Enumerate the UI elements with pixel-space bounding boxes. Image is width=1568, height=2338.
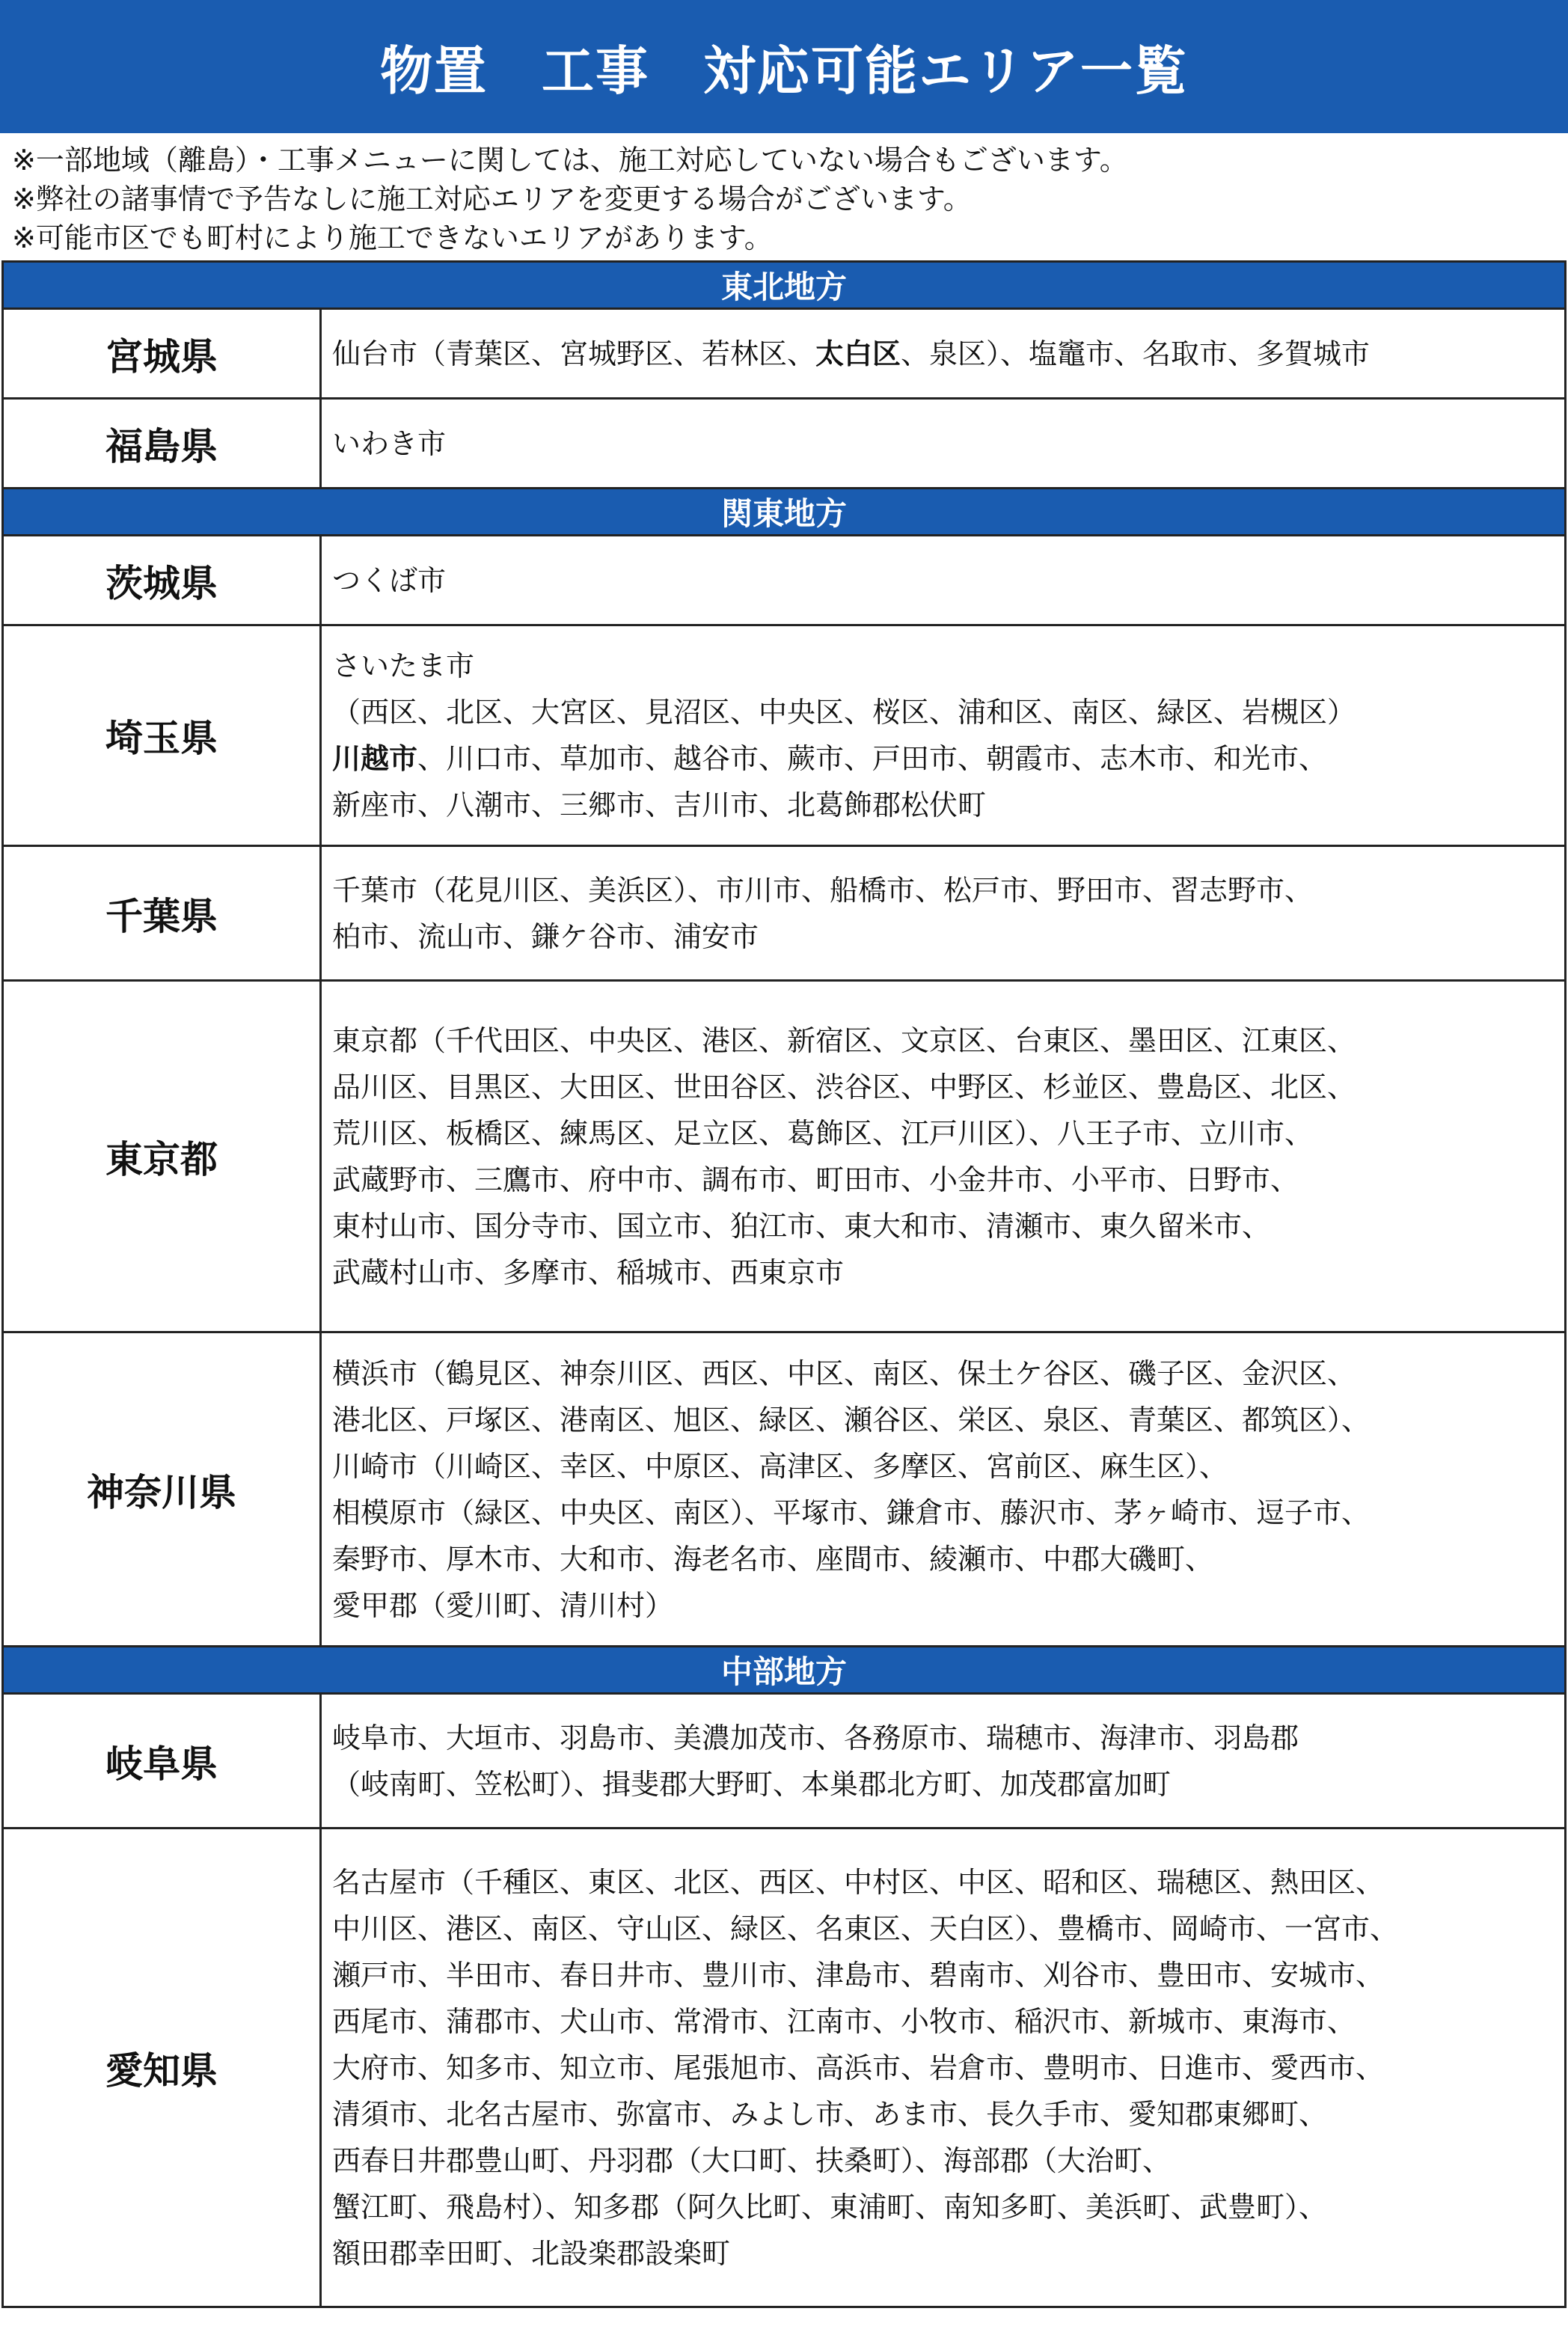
- city-line: 岐阜市、大垣市、羽島市、美濃加茂市、各務原市、瑞穂市、海津市、羽島郡: [332, 1721, 1299, 1754]
- city-text-bold: 川越市: [332, 742, 418, 775]
- prefecture-name: 福島県: [3, 399, 321, 489]
- city-line: 荒川区、板橋区、練馬区、足立区、葛飾区、江戸川区）、八王子市、立川市、: [332, 1116, 1314, 1150]
- city-line: 蟹江町、飛島村）、知多郡（阿久比町、東浦町、南知多町、美浜町、武豊町）、: [332, 2190, 1328, 2224]
- table-row: [3, 399, 1566, 489]
- table-row: [3, 1829, 1566, 2307]
- region-header-chubu: [3, 1647, 1566, 1694]
- city-line: 瀬戸市、半田市、春日井市、豊川市、津島市、碧南市、刈谷市、豊田市、安城市、: [332, 1958, 1385, 1992]
- city-line: 東京都（千代田区、中央区、港区、新宿区、文京区、台東区、墨田区、江東区、: [332, 1023, 1356, 1057]
- prefecture-name: 岐阜県: [3, 1694, 321, 1829]
- city-line: 川崎市（川崎区、幸区、中原区、高津区、多摩区、宮前区、麻生区）、: [332, 1449, 1228, 1483]
- city-line: 清須市、北名古屋市、弥富市、みよし市、あま市、長久手市、愛知郡東郷町、: [332, 2097, 1328, 2131]
- city-line: つくば市: [332, 563, 447, 597]
- city-line: 額田郡幸田町、北設楽郡設楽町: [332, 2236, 731, 2270]
- city-list: [321, 309, 1566, 399]
- city-line: 西春日井郡豊山町、丹羽郡（大口町、扶桑町）、海部郡（大治町、: [332, 2143, 1172, 2177]
- city-line: いわき市: [332, 426, 447, 460]
- city-line: 東村山市、国分寺市、国立市、狛江市、東大和市、清瀬市、東久留米市、: [332, 1209, 1271, 1243]
- region-name: 中部地方: [3, 1647, 1566, 1694]
- city-list: [321, 1694, 1566, 1829]
- city-line: 品川区、目黒区、大田区、世田谷区、渋谷区、中野区、杉並区、豊島区、北区、: [332, 1070, 1356, 1104]
- prefecture-name: 神奈川県: [3, 1332, 321, 1647]
- prefecture-name: 東京都: [3, 981, 321, 1332]
- table-row: [3, 1332, 1566, 1647]
- city-list: [321, 399, 1566, 489]
- city-line: 名古屋市（千種区、東区、北区、西区、中村区、中区、昭和区、瑞穂区、熱田区、: [332, 1865, 1385, 1899]
- city-line: 相模原市（緑区、中央区、南区）、平塚市、鎌倉市、藤沢市、茅ヶ崎市、逗子市、: [332, 1496, 1371, 1529]
- city-text: 、泉区）、塩竈市、名取市、多賀城市: [901, 337, 1371, 370]
- prefecture-name: 宮城県: [3, 309, 321, 399]
- table-row: [3, 981, 1566, 1332]
- note-1: ※一部地域（離島）・工事メニューに関しては、施工対応していない場合もございます。: [12, 144, 1128, 177]
- city-line: 西尾市、蒲郡市、犬山市、常滑市、江南市、小牧市、稲沢市、新城市、東海市、: [332, 2004, 1356, 2038]
- city-line: 愛甲郡（愛川町、清川村）: [332, 1588, 674, 1622]
- prefecture-name: 埼玉県: [3, 625, 321, 846]
- city-list: [321, 536, 1566, 625]
- region-header-kanto: [3, 489, 1566, 536]
- table-row: [3, 625, 1566, 846]
- note-3: ※可能市区でも町村により施工できないエリアがあります。: [12, 221, 773, 254]
- city-list: [321, 1829, 1566, 2307]
- city-line: 武蔵村山市、多摩市、稲城市、西東京市: [332, 1255, 845, 1289]
- city-line: 大府市、知多市、知立市、尾張旭市、高浜市、岩倉市、豊明市、日進市、愛西市、: [332, 2051, 1385, 2084]
- area-table: [1, 260, 1567, 2308]
- city-line: 武蔵野市、三鷹市、府中市、調布市、町田市、小金井市、小平市、日野市、: [332, 1163, 1299, 1196]
- city-line: 柏市、流山市、鎌ケ谷市、浦安市: [332, 919, 759, 953]
- city-line: さいたま市: [332, 649, 475, 682]
- city-text: 、川口市、草加市、越谷市、蕨市、戸田市、朝霞市、志木市、和光市、: [417, 742, 1328, 775]
- table-row: [3, 846, 1566, 981]
- prefecture-name: 千葉県: [3, 846, 321, 981]
- table-row: [3, 1694, 1566, 1829]
- city-line: （岐南町、笠松町）、揖斐郡大野町、本巣郡北方町、加茂郡富加町: [332, 1767, 1172, 1801]
- region-name: 東北地方: [3, 262, 1566, 309]
- page-title: 物置 工事 対応可能エリア一覧: [0, 0, 1568, 133]
- city-line: 港北区、戸塚区、港南区、旭区、緑区、瀬谷区、栄区、泉区、青葉区、都筑区）、: [332, 1403, 1371, 1436]
- city-line: 千葉市（花見川区、美浜区）、市川市、船橋市、松戸市、野田市、習志野市、: [332, 873, 1314, 907]
- city-line: 中川区、港区、南区、守山区、緑区、名東区、天白区）、豊橋市、岡崎市、一宮市、: [332, 1912, 1399, 1945]
- table-row: [3, 536, 1566, 625]
- prefecture-name: 愛知県: [3, 1829, 321, 2307]
- region-name: 関東地方: [3, 489, 1566, 536]
- city-list: [321, 981, 1566, 1332]
- city-line: [332, 735, 1554, 782]
- city-line: [332, 331, 1554, 377]
- city-text-bold: 太白区: [815, 337, 901, 370]
- prefecture-name: 茨城県: [3, 536, 321, 625]
- city-text: 仙台市（青葉区、宮城野区、若林区、: [332, 337, 816, 370]
- note-2: ※弊社の諸事情で予告なしに施工対応エリアを変更する場合がございます。: [12, 183, 972, 215]
- notes: [0, 133, 1568, 260]
- city-list: [321, 846, 1566, 981]
- region-header-tohoku: [3, 262, 1566, 309]
- city-line: 新座市、八潮市、三郷市、吉川市、北葛飾郡松伏町: [332, 789, 987, 821]
- city-list: [321, 625, 1566, 846]
- city-list: [321, 1332, 1566, 1647]
- city-line: （西区、北区、大宮区、見沼区、中央区、桜区、浦和区、南区、緑区、岩槻区）: [332, 696, 1356, 729]
- city-line: 秦野市、厚木市、大和市、海老名市、座間市、綾瀬市、中郡大磯町、: [332, 1542, 1214, 1576]
- city-line: 横浜市（鶴見区、神奈川区、西区、中区、南区、保土ケ谷区、磯子区、金沢区、: [332, 1356, 1356, 1390]
- table-row: [3, 309, 1566, 399]
